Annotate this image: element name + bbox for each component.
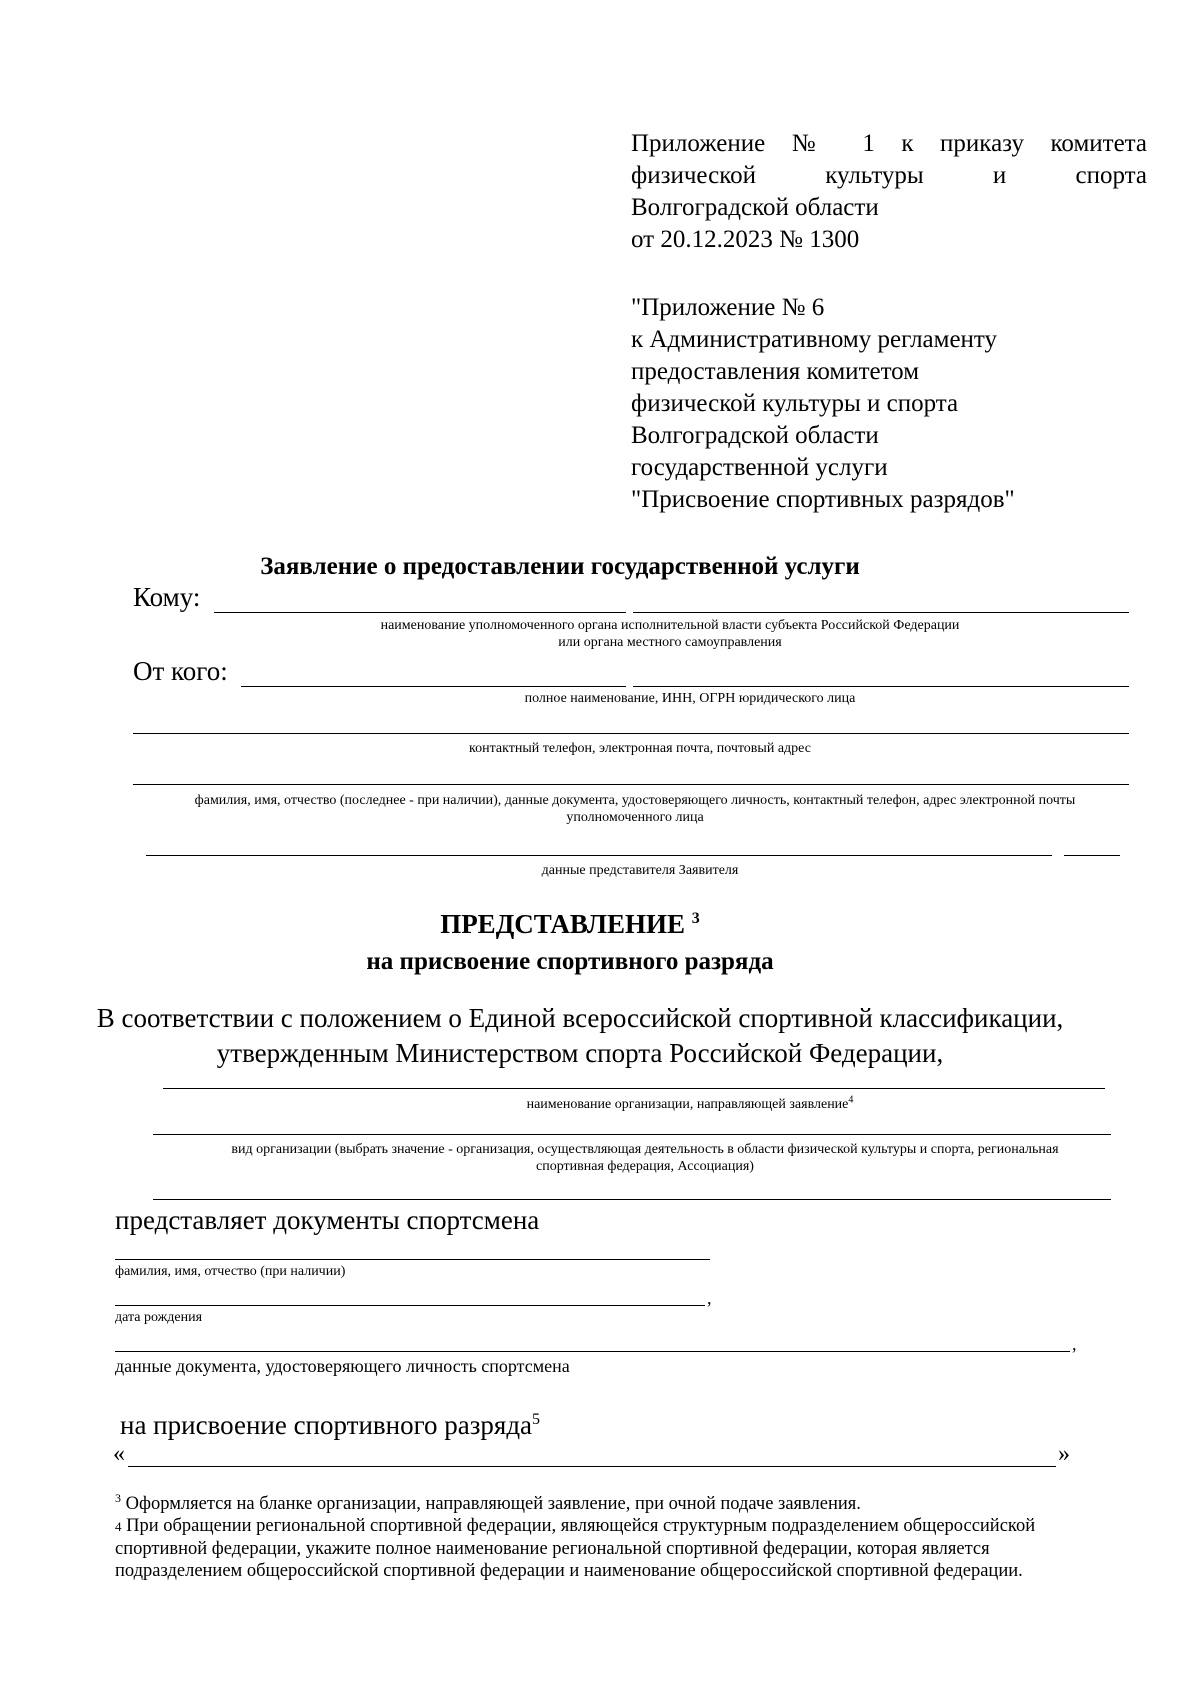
- appendix-1-block: [631, 128, 1147, 256]
- contacts-caption: контактный телефон, электронная почта, почтовый адрес: [469, 741, 811, 756]
- appendix-1-line: от 20.12.2023 № 1300: [631, 226, 860, 253]
- person-caption: уполномоченного лица: [566, 810, 704, 825]
- rank-text: [120, 1410, 540, 1441]
- birth-date-caption: дата рождения: [115, 1310, 203, 1325]
- submission-subheading: на присвоение спортивного разряда: [366, 948, 774, 975]
- rank-text-label: на присвоение спортивного разряда: [120, 1410, 533, 1440]
- from-label: От кого:: [133, 656, 228, 686]
- quote-open: «: [113, 1441, 125, 1467]
- footnote-4-text: При обращении региональной спортивной федерации, являющейся структурным подразделением общероссийской: [121, 1516, 1036, 1536]
- submission-heading-text: ПРЕДСТАВЛЕНИЕ: [440, 909, 686, 939]
- to-field-line-2[interactable]: [633, 612, 1129, 613]
- intro-line: В соответствии с положением о Единой всероссийской спортивной классификации,: [96, 1003, 1064, 1033]
- organization-type-field-line[interactable]: [153, 1134, 1111, 1135]
- footnote-4-mark: 4: [115, 1519, 122, 1534]
- representative-caption: данные представителя Заявителя: [541, 863, 739, 878]
- submits-text: представляет документы спортсмена: [115, 1205, 540, 1235]
- organization-type-caption: вид организации (выбрать значение - организация, осуществляющая деятельность в области физической культуры и спорта, региональная: [231, 1142, 1059, 1157]
- to-field-line[interactable]: [214, 612, 626, 613]
- appendix-6-line: Волгоградской области: [631, 422, 879, 449]
- organization-type-field-line-2[interactable]: [153, 1199, 1111, 1200]
- quote-close: »: [1058, 1441, 1070, 1467]
- id-document-field-line[interactable]: [115, 1351, 1070, 1352]
- footnote-4-line: подразделением общероссийской спортивной федерации и наименование общероссийской спортивной федерации.: [115, 1561, 1023, 1581]
- organization-field-line[interactable]: [163, 1088, 1105, 1089]
- person-caption: фамилия, имя, отчество (последнее - при наличии), данные документа, удостоверяющего личность, контактный телефон, адрес электронной почты: [194, 793, 1076, 808]
- athlete-name-field-line[interactable]: [115, 1259, 710, 1260]
- appendix-6-line: "Приложение № 6: [631, 294, 825, 321]
- footnote-ref-3: 3: [691, 910, 700, 927]
- footnote-3: [115, 1490, 1125, 1515]
- appendix-1-line: физической культуры и спорта: [631, 162, 1147, 189]
- from-field-line[interactable]: [241, 686, 626, 687]
- id-document-caption: данные документа, удостоверяющего личность спортсмена: [115, 1356, 570, 1376]
- representative-field-line-2[interactable]: [1064, 855, 1120, 856]
- organization-caption: [250, 1096, 1130, 1113]
- appendix-1-line: Приложение № 1 к приказу комитета: [631, 130, 1147, 157]
- footnote-4-line: спортивной федерации, укажите полное наименование региональной спортивной федерации, которая является: [115, 1539, 990, 1559]
- from-field-line-2[interactable]: [633, 686, 1129, 687]
- appendix-6-line: "Присвоение спортивных разрядов": [631, 486, 1015, 513]
- athlete-name-caption: фамилия, имя, отчество (при наличии): [115, 1264, 346, 1279]
- footnote-3-text: Оформляется на бланке организации, направляющей заявление, при очной подаче заявления.: [121, 1494, 861, 1514]
- footnote-4: [115, 1515, 1125, 1538]
- appendix-1-line: Волгоградской области: [631, 194, 879, 221]
- to-label: Кому:: [133, 582, 201, 612]
- organization-type-caption: спортивная федерация, Ассоциация): [536, 1159, 754, 1174]
- organization-caption-text: наименование организации, направляющей заявление: [526, 1097, 849, 1112]
- person-field-line[interactable]: [133, 784, 1129, 785]
- from-caption: полное наименование, ИНН, ОГРН юридического лица: [524, 691, 856, 706]
- contacts-field-line[interactable]: [133, 733, 1129, 734]
- footnote-ref-4: 4: [848, 1094, 854, 1106]
- appendix-6-line: государственной услуги: [631, 454, 888, 481]
- to-caption: или органа местного самоуправления: [558, 635, 782, 650]
- footnotes: [115, 1490, 1125, 1582]
- birth-date-field-line[interactable]: [115, 1305, 705, 1306]
- appendix-6-line: физической культуры и спорта: [631, 390, 959, 417]
- appendix-6-line: к Административному регламенту: [631, 326, 998, 353]
- comma: ,: [1072, 1334, 1077, 1354]
- appendix-6-block: [631, 292, 1147, 516]
- comma: ,: [707, 1288, 712, 1308]
- footnote-ref-5: 5: [532, 1411, 541, 1428]
- rank-field-line[interactable]: [128, 1466, 1056, 1467]
- appendix-6-line: предоставления комитетом: [631, 358, 920, 385]
- intro-line: утвержденным Министерством спорта Российской Федерации,: [216, 1038, 944, 1068]
- application-title: Заявление о предоставлении государственной услуги: [260, 553, 860, 580]
- representative-field-line[interactable]: [146, 855, 1052, 856]
- submission-heading: [0, 909, 1170, 940]
- to-caption: наименование уполномоченного органа исполнительной власти субъекта Российской Федерации: [380, 618, 960, 633]
- footnote-3-mark: 3: [115, 1490, 121, 1505]
